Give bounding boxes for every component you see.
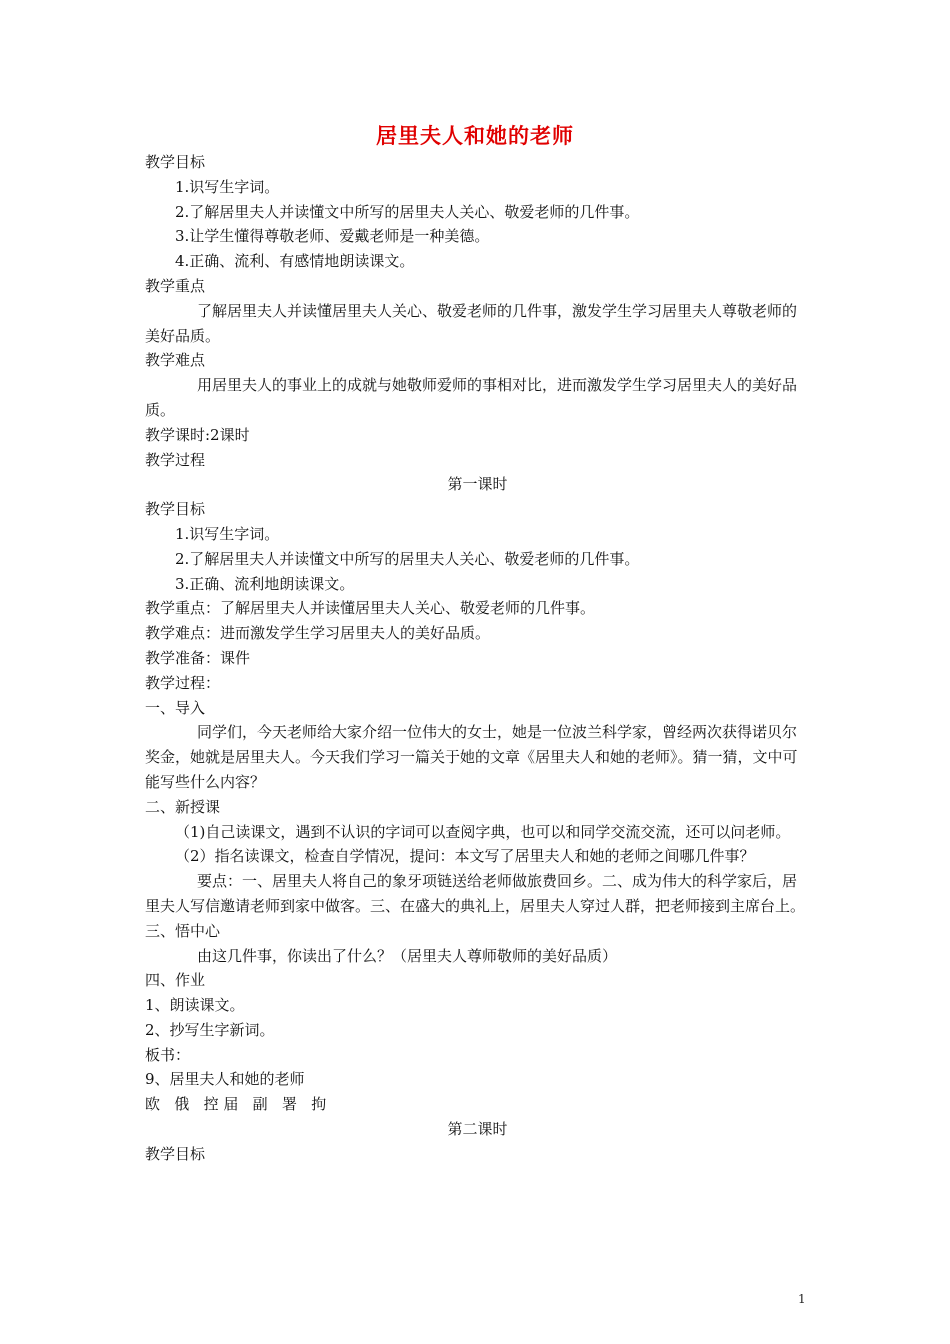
class-hours: 教学课时:2课时: [145, 425, 250, 444]
heading-objectives: 教学目标: [145, 500, 206, 519]
step-heading: 二、新授课: [145, 797, 221, 816]
heading-objectives: 教学目标: [145, 153, 206, 171]
paragraph: [145, 373, 810, 423]
heading-key-points: 教学重点: [145, 276, 206, 295]
paragraph: [145, 299, 810, 349]
paragraph: [145, 720, 810, 794]
board-heading: 板书：: [145, 1045, 191, 1064]
objective-item: 3.正确、流利地朗读课文。: [175, 574, 355, 593]
difficulty-line: 教学难点：进而激发学生学习居里夫人的美好品质。: [145, 624, 491, 643]
board-characters: 欧 俄 控 届 副 署 拘: [145, 1095, 327, 1114]
step-heading: 一、导入: [145, 698, 206, 717]
objective-item: 2.了解居里夫人并读懂文中所写的居里夫人关心、敬爱老师的几件事。: [175, 549, 640, 568]
step-heading: 三、悟中心: [145, 921, 221, 940]
paragraph: 由这几件事，你读出了什么？（居里夫人尊师敬师的美好品质）: [197, 946, 618, 965]
paragraph: [145, 869, 810, 919]
document-body: [145, 150, 810, 1167]
objective-item: 2.了解居里夫人并读懂文中所写的居里夫人关心、敬爱老师的几件事。: [175, 202, 640, 221]
paragraph-text: 用居里夫人的事业上的成就与她敬师爱师的事相对比，进而激发学生学习居里夫人的美好品质。: [145, 376, 798, 419]
page-number: 1: [798, 1292, 806, 1306]
paragraph-text: （1)自己读课文，遇到不认识的字词可以查阅字典，也可以和同学交流交流，还可以问老师。: [175, 822, 791, 841]
section-heading: 第二课时: [447, 1120, 508, 1139]
heading-objectives: 教学目标: [145, 1144, 206, 1163]
step-heading: 四、作业: [145, 971, 206, 990]
paragraph-text: 同学们，今天老师给大家介绍一位伟大的女士，她是一位波兰科学家，曾经两次获得诺贝尔奖金，她就是居里夫人。今天我们学习一篇关于她的文章《居里夫人和她的老师》。猜一猜，文中可能写些什么内容？: [145, 723, 798, 791]
paragraph: [145, 820, 810, 845]
section-heading: 第一课时: [447, 475, 508, 494]
paragraph-text: 了解居里夫人并读懂居里夫人关心、敬爱老师的几件事，激发学生学习居里夫人尊敬老师的美好品质。: [145, 301, 798, 345]
objective-item: 3.让学生懂得尊敬老师、爱戴老师是一种美德。: [175, 227, 490, 246]
paragraph-text: 要点：一、居里夫人将自己的象牙项链送给老师做旅费回乡。二、成为伟大的科学家后，居里夫人写信邀请老师到家中做客。三、在盛大的典礼上，居里夫人穿过人群，把老师接到主席台上。: [145, 872, 806, 915]
homework-item: 2、抄写生字新词。: [145, 1020, 275, 1039]
board-title: 9、居里夫人和她的老师: [145, 1070, 305, 1089]
homework-item: 1、朗读课文。: [145, 996, 245, 1015]
heading-difficulties: 教学难点: [145, 351, 206, 370]
objective-item: 4.正确、流利、有感情地朗读课文。: [175, 252, 415, 271]
objective-item: 1.识写生字词。: [175, 177, 280, 196]
process-line: 教学过程：: [145, 673, 221, 692]
key-point-line: 教学重点：了解居里夫人并读懂居里夫人关心、敬爱老师的几件事。: [145, 599, 596, 618]
objective-item: 1.识写生字词。: [175, 524, 280, 543]
document-title: 居里夫人和她的老师: [376, 123, 574, 148]
preparation-line: 教学准备：课件: [145, 648, 251, 667]
heading-process: 教学过程: [145, 450, 206, 469]
paragraph: （2）指名读课文，检查自学情况，提问：本文写了居里夫人和她的老师之间哪几件事？: [175, 847, 755, 866]
